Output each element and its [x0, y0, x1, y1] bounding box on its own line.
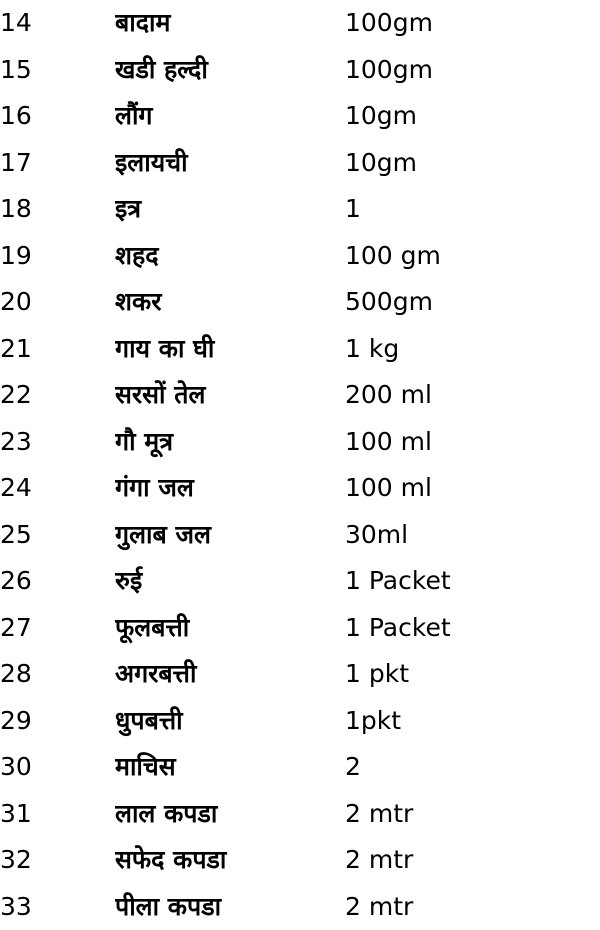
row-item-quantity: 2 mtr — [345, 791, 600, 838]
row-item-quantity: 10gm — [345, 93, 600, 140]
row-item-name: लौंग — [115, 93, 345, 140]
row-item-name: खडी हल्दी — [115, 47, 345, 94]
row-item-quantity: 1 Packet — [345, 558, 600, 605]
table-row — [0, 744, 600, 791]
row-item-quantity: 1 Packet — [345, 605, 600, 652]
row-serial-number: 26 — [0, 558, 115, 605]
row-serial-number: 14 — [0, 0, 115, 47]
table-row — [0, 93, 600, 140]
row-item-name: लाल कपडा — [115, 791, 345, 838]
table-row — [0, 512, 600, 559]
row-serial-number: 28 — [0, 651, 115, 698]
table-row — [0, 372, 600, 419]
row-serial-number: 22 — [0, 372, 115, 419]
row-serial-number: 32 — [0, 837, 115, 884]
row-item-name: धुपबत्ती — [115, 698, 345, 745]
table-row — [0, 884, 600, 930]
row-serial-number: 15 — [0, 47, 115, 94]
row-serial-number: 19 — [0, 233, 115, 280]
row-item-name: फूलबत्ती — [115, 605, 345, 652]
row-item-quantity: 200 ml — [345, 372, 600, 419]
row-serial-number: 25 — [0, 512, 115, 559]
row-item-name: इलायची — [115, 140, 345, 187]
row-item-quantity: 30ml — [345, 512, 600, 559]
row-serial-number: 30 — [0, 744, 115, 791]
row-item-name: गौ मूत्र — [115, 419, 345, 466]
table-row — [0, 558, 600, 605]
row-item-quantity: 1 — [345, 186, 600, 233]
row-item-quantity: 10gm — [345, 140, 600, 187]
row-item-quantity: 2 mtr — [345, 884, 600, 930]
row-serial-number: 16 — [0, 93, 115, 140]
row-item-quantity: 100 ml — [345, 419, 600, 466]
table-row — [0, 791, 600, 838]
table-row — [0, 47, 600, 94]
row-item-name: इत्र — [115, 186, 345, 233]
row-item-quantity: 500gm — [345, 279, 600, 326]
row-serial-number: 29 — [0, 698, 115, 745]
table-row — [0, 419, 600, 466]
row-item-name: गुलाब जल — [115, 512, 345, 559]
row-serial-number: 33 — [0, 884, 115, 930]
row-item-quantity: 100gm — [345, 47, 600, 94]
table-row — [0, 140, 600, 187]
row-serial-number: 27 — [0, 605, 115, 652]
row-item-name: बादाम — [115, 0, 345, 47]
row-item-name: सफेद कपडा — [115, 837, 345, 884]
row-serial-number: 20 — [0, 279, 115, 326]
table-row — [0, 837, 600, 884]
row-item-name: अगरबत्ती — [115, 651, 345, 698]
row-serial-number: 31 — [0, 791, 115, 838]
row-item-name: शहद — [115, 233, 345, 280]
row-item-name: माचिस — [115, 744, 345, 791]
row-serial-number: 23 — [0, 419, 115, 466]
table-row — [0, 651, 600, 698]
row-serial-number: 21 — [0, 326, 115, 373]
row-item-name: पीला कपडा — [115, 884, 345, 930]
row-item-name: रुई — [115, 558, 345, 605]
row-item-name: गाय का घी — [115, 326, 345, 373]
row-item-quantity: 1pkt — [345, 698, 600, 745]
row-serial-number: 24 — [0, 465, 115, 512]
row-item-quantity: 2 — [345, 744, 600, 791]
row-item-name: सरसों तेल — [115, 372, 345, 419]
table-row — [0, 279, 600, 326]
row-item-quantity: 2 mtr — [345, 837, 600, 884]
table-row — [0, 186, 600, 233]
table-row — [0, 605, 600, 652]
table-row — [0, 465, 600, 512]
table-row — [0, 233, 600, 280]
row-item-quantity: 100 gm — [345, 233, 600, 280]
table-row — [0, 698, 600, 745]
table-row — [0, 0, 600, 47]
row-item-quantity: 1 kg — [345, 326, 600, 373]
table-row — [0, 326, 600, 373]
row-item-quantity: 100gm — [345, 0, 600, 47]
row-serial-number: 18 — [0, 186, 115, 233]
row-item-name: शकर — [115, 279, 345, 326]
row-item-quantity: 1 pkt — [345, 651, 600, 698]
row-item-quantity: 100 ml — [345, 465, 600, 512]
row-item-name: गंगा जल — [115, 465, 345, 512]
row-serial-number: 17 — [0, 140, 115, 187]
